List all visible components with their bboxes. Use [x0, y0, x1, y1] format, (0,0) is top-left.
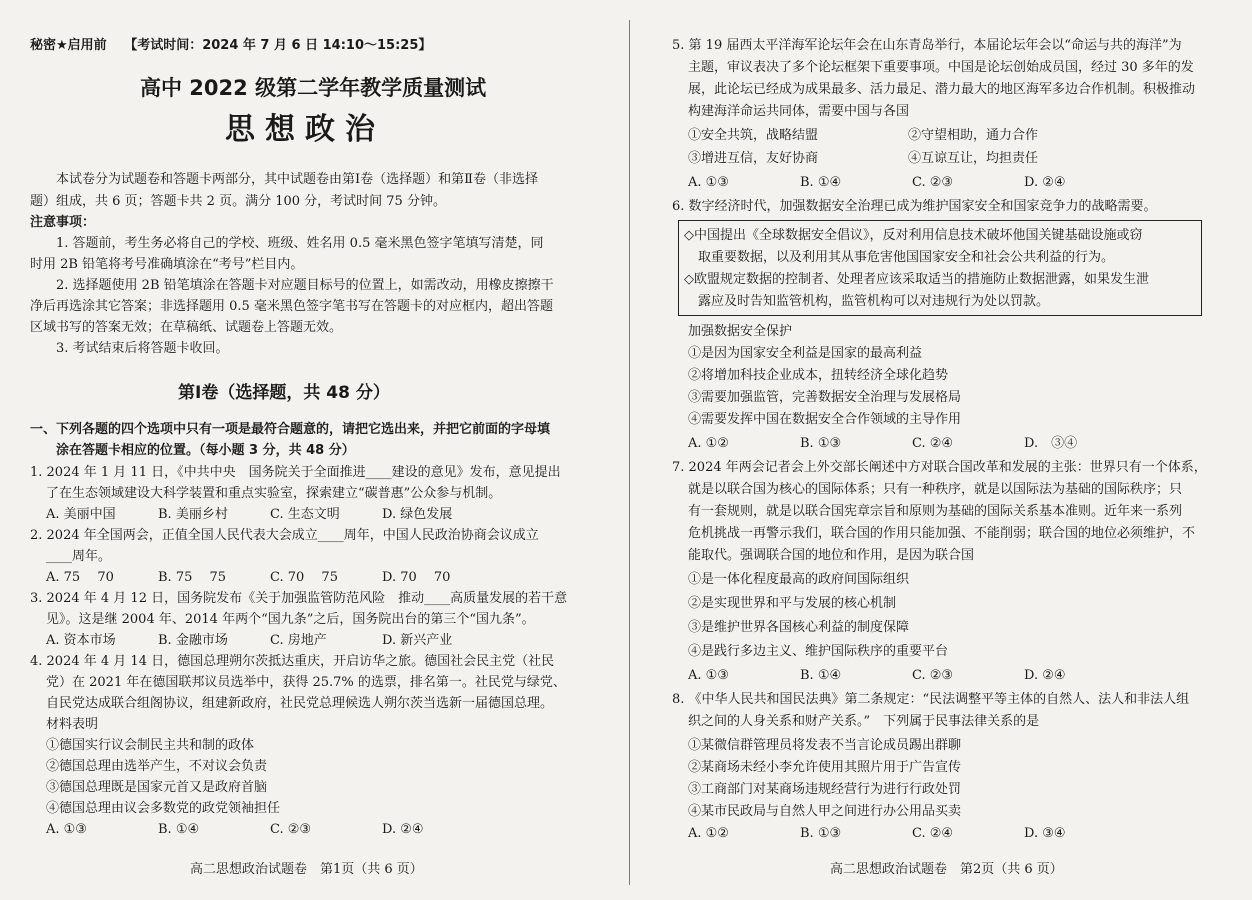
q5-stem-3: 展，此论坛已经成为成果最多、活力最足、潜力最大的地区海军多边合作机制。积极推动 — [688, 82, 1196, 97]
q5-statement-4: ④互谅互让，均担责任 — [908, 151, 1039, 166]
q6-option-d: D. ③④ — [1024, 436, 1078, 451]
q2-stem-2: ____周年。 — [46, 549, 112, 564]
q7-stem-5: 能取代。强调联合国的地位和作用，是因为联合国 — [688, 548, 975, 563]
q7-statement-1: ①是一体化程度最高的政府间国际组织 — [688, 572, 910, 587]
q1-option-d: D. 绿色发展 — [382, 507, 453, 522]
q5-stem-1: 5. 第 19 届西太平洋海军论坛年会在山东青岛举行，本届论坛年会以“命运与共的海洋”为 — [672, 38, 1182, 53]
note-2c: 区域书写的答案无效；在草稿纸、试题卷上答题无效。 — [30, 320, 343, 335]
q5-stem-2: 主题，审议表决了多个论坛框架下重要事项。中国是论坛创始成员国，经过 30 多年的发 — [688, 60, 1194, 75]
q5-statements-row-2 — [688, 149, 1208, 169]
q4-stem-2: 党）在 2021 年在德国联邦议员选举中，获得 25.7% 的选票，排名第一。社民党与绿党、 — [46, 675, 566, 690]
q4-stem-3: 自民党达成联合组阁协议，组建新政府，社民党总理候选人朔尔茨当选新一届德国总理。 — [46, 696, 554, 711]
q6-statement-2: ②将增加科技企业成本，扭转经济全球化趋势 — [688, 368, 949, 383]
q8-statement-1: ①某微信群管理员将发表不当言论成员踢出群聊 — [688, 738, 962, 753]
q6-material-2b: 露应及时告知监管机构，监管机构可以对违规行为处以罚款。 — [698, 294, 1050, 309]
q5-option-b: B. ①④ — [800, 175, 842, 190]
q8-option-a: A. ①② — [688, 826, 729, 841]
subject-title: 思想政治 — [225, 112, 385, 147]
q5-stem-4: 构建海洋命运共同体，需要中国与各国 — [688, 104, 910, 119]
confidential-label — [30, 36, 431, 56]
q7-stem-3: 有一套规则，就是以联合国宪章宗旨和原则为基础的国际关系基本准则。近年来一系列 — [688, 504, 1183, 519]
q5-statement-3: ③增进互信，友好协商 — [688, 151, 819, 166]
q8-option-d: D. ③④ — [1024, 826, 1066, 841]
q7-options — [688, 666, 1208, 686]
q1-options — [46, 505, 566, 525]
q4-stem-1: 4. 2024 年 4 月 14 日，德国总理朔尔茨抵达重庆，开启访华之旅。德国社会民主党（社民 — [30, 654, 555, 669]
q4-option-a: A. ①③ — [46, 822, 87, 837]
note-1b: 时用 2B 铅笔将考号准确填涂在“考号”栏目内。 — [30, 257, 304, 272]
q3-stem-2: 见》。这是继 2004 年、2014 年两个“国九条”之后，国务院出台的第三个“国九条”。 — [46, 612, 535, 627]
q5-option-c: C. ②③ — [912, 175, 954, 190]
exam-time: 【考试时间：2024 年 7 月 6 日 14:10～15:25】 — [124, 38, 432, 53]
q4-option-c: C. ②③ — [270, 822, 312, 837]
q5-statement-1: ①安全共筑，战略结盟 — [688, 128, 819, 143]
q7-statement-4: ④是践行多边主义、维护国际秩序的重要平台 — [688, 644, 949, 659]
q1-stem-1: 1. 2024 年 1 月 11 日，《中共中央 国务院关于全面推进____建设的意见》发布，意见提出 — [30, 465, 561, 480]
q8-stem-1: 8. 《中华人民共和国民法典》第二条规定：“民法调整平等主体的自然人、法人和非法人组 — [672, 692, 1190, 707]
q4-options — [46, 820, 566, 840]
note-1a: 1. 答题前，考生务必将自己的学校、班级、姓名用 0.5 毫米黑色签字笔填写清楚，同 — [56, 236, 544, 251]
q7-stem-4: 危机挑战一再警示我们，联合国的作用只能加强、不能削弱；联合国的地位必须维护，不 — [688, 526, 1196, 541]
secret-mark: 秘密★启用前 — [30, 38, 107, 53]
q7-option-a: A. ①③ — [688, 668, 729, 683]
intro-line-2: 题）组成，共 6 页；答题卡共 2 页。满分 100 分，考试时间 75 分钟。 — [30, 194, 446, 209]
q1-option-c: C. 生态文明 — [270, 507, 340, 522]
q2-option-d: D. 70 70 — [382, 570, 451, 585]
page-2 — [672, 0, 1212, 900]
q6-options — [688, 434, 1208, 454]
part-1-title: 第Ⅰ卷（选择题，共 48 分） — [178, 383, 390, 403]
q6-material-1a: ◇中国提出《全球数据安全倡议》，反对利用信息技术破坏他国关键基础设施或窃 — [684, 228, 1143, 243]
footer-page-1: 高二思想政治试题卷 第1页（共 6 页） — [190, 862, 423, 877]
footer-page-2: 高二思想政治试题卷 第2页（共 6 页） — [830, 862, 1063, 877]
q6-statement-4: ④需要发挥中国在数据安全合作领域的主导作用 — [688, 412, 962, 427]
q6-material-1b: 取重要数据，以及利用其从事危害他国国家安全和社会公共利益的行为。 — [698, 250, 1115, 265]
q3-option-d: D. 新兴产业 — [382, 633, 453, 648]
q6-stem-1: 6. 数字经济时代，加强数据安全治理已成为维护国家安全和国家竞争力的战略需要。 — [672, 199, 1157, 214]
q5-option-d: D. ②④ — [1024, 175, 1066, 190]
q4-statement-1: ①德国实行议会制民主共和制的政体 — [46, 738, 255, 753]
q1-stem-2: 了在生态领域建设大科学装置和重点实验室，探索建立“碳普惠”公众参与机制。 — [46, 486, 502, 501]
q4-option-d: D. ②④ — [382, 822, 424, 837]
note-2a: 2. 选择题使用 2B 铅笔填涂在答题卡对应题目标号的位置上，如需改动，用橡皮擦擦干 — [56, 278, 554, 293]
q5-options — [688, 173, 1208, 193]
q2-option-c: C. 70 75 — [270, 570, 338, 585]
q3-option-c: C. 房地产 — [270, 633, 327, 648]
q2-stem-1: 2. 2024 年全国两会，正值全国人民代表大会成立____周年，中国人民政治协商会议成立 — [30, 528, 539, 543]
q3-option-b: B. 金融市场 — [158, 633, 228, 648]
q6-stem-2: 加强数据安全保护 — [688, 324, 793, 339]
intro-line-1: 本试卷分为试题卷和答题卡两部分，其中试题卷由第Ⅰ卷（选择题）和第Ⅱ卷（非选择 — [56, 172, 538, 187]
page-divider — [629, 20, 630, 885]
q2-option-a: A. 75 70 — [46, 570, 114, 585]
q2-options — [46, 568, 566, 588]
q6-statement-1: ①是因为国家安全利益是国家的最高利益 — [688, 346, 923, 361]
q7-option-c: C. ②③ — [912, 668, 954, 683]
q1-option-a: A. 美丽中国 — [46, 507, 116, 522]
q8-option-b: B. ①③ — [800, 826, 842, 841]
q7-stem-2: 就是以联合国为核心的国际体系；只有一种秩序，就是以国际法为基础的国际秩序；只 — [688, 482, 1183, 497]
q6-option-a: A. ①② — [688, 436, 729, 451]
q5-statements-row-1 — [688, 126, 1208, 146]
q3-option-a: A. 资本市场 — [46, 633, 116, 648]
note-3: 3. 考试结束后将答题卡收回。 — [56, 341, 229, 356]
q5-statement-2: ②守望相助，通力合作 — [908, 128, 1039, 143]
part-1-instruction-1: 一、下列各题的四个选项中只有一项是最符合题意的，请把它选出来，并把它前面的字母填 — [30, 422, 551, 437]
notes-heading: 注意事项： — [30, 215, 96, 230]
q8-option-c: C. ②④ — [912, 826, 954, 841]
q6-material-2a: ◇欧盟规定数据的控制者、处理者应该采取适当的措施防止数据泄露，如果发生泄 — [684, 272, 1149, 287]
q4-option-b: B. ①④ — [158, 822, 200, 837]
q2-option-b: B. 75 75 — [158, 570, 227, 585]
q7-option-d: D. ②④ — [1024, 668, 1066, 683]
part-1-instruction-2: 涂在答题卡相应的位置。（每小题 3 分，共 48 分） — [56, 443, 355, 458]
q4-statement-2: ②德国总理由选举产生，不对议会负责 — [46, 759, 268, 774]
q8-options — [688, 824, 1208, 844]
q7-stem-1: 7. 2024 年两会记者会上外交部长阐述中方对联合国改革和发展的主张：世界只有一个体系， — [672, 460, 1207, 475]
exam-title: 高中 2022 级第二学年教学质量测试 — [140, 76, 487, 100]
q8-stem-2: 织之间的人身关系和财产关系。” 下列属于民事法律关系的是 — [688, 714, 1040, 729]
q3-stem-1: 3. 2024 年 4 月 12 日，国务院发布《关于加强监管防范风险 推动____高质量发展的若干意 — [30, 591, 568, 606]
q1-option-b: B. 美丽乡村 — [158, 507, 228, 522]
q7-option-b: B. ①④ — [800, 668, 842, 683]
q7-statement-3: ③是维护世界各国核心利益的制度保障 — [688, 620, 910, 635]
q6-option-c: C. ②④ — [912, 436, 954, 451]
q5-option-a: A. ①③ — [688, 175, 729, 190]
q6-statement-3: ③需要加强监管，完善数据安全治理与发展格局 — [688, 390, 962, 405]
q7-statement-2: ②是实现世界和平与发展的核心机制 — [688, 596, 897, 611]
q6-option-b: B. ①③ — [800, 436, 842, 451]
q3-options — [46, 631, 566, 651]
page-1 — [30, 0, 590, 900]
q4-statement-4: ④德国总理由议会多数党的政党领袖担任 — [46, 801, 281, 816]
q4-stem-4: 材料表明 — [46, 717, 99, 732]
q4-statement-3: ③德国总理既是国家元首又是政府首脑 — [46, 780, 268, 795]
q8-statement-2: ②某商场未经小李允许使用其照片用于广告宣传 — [688, 760, 962, 775]
q8-statement-3: ③工商部门对某商场违规经营行为进行行政处罚 — [688, 782, 962, 797]
q8-statement-4: ④某市民政局与自然人甲之间进行办公用品买卖 — [688, 804, 962, 819]
note-2b: 净后再选涂其它答案；非选择题用 0.5 毫米黑色签字笔书写在答题卡的对应框内，超出答题 — [30, 299, 553, 314]
